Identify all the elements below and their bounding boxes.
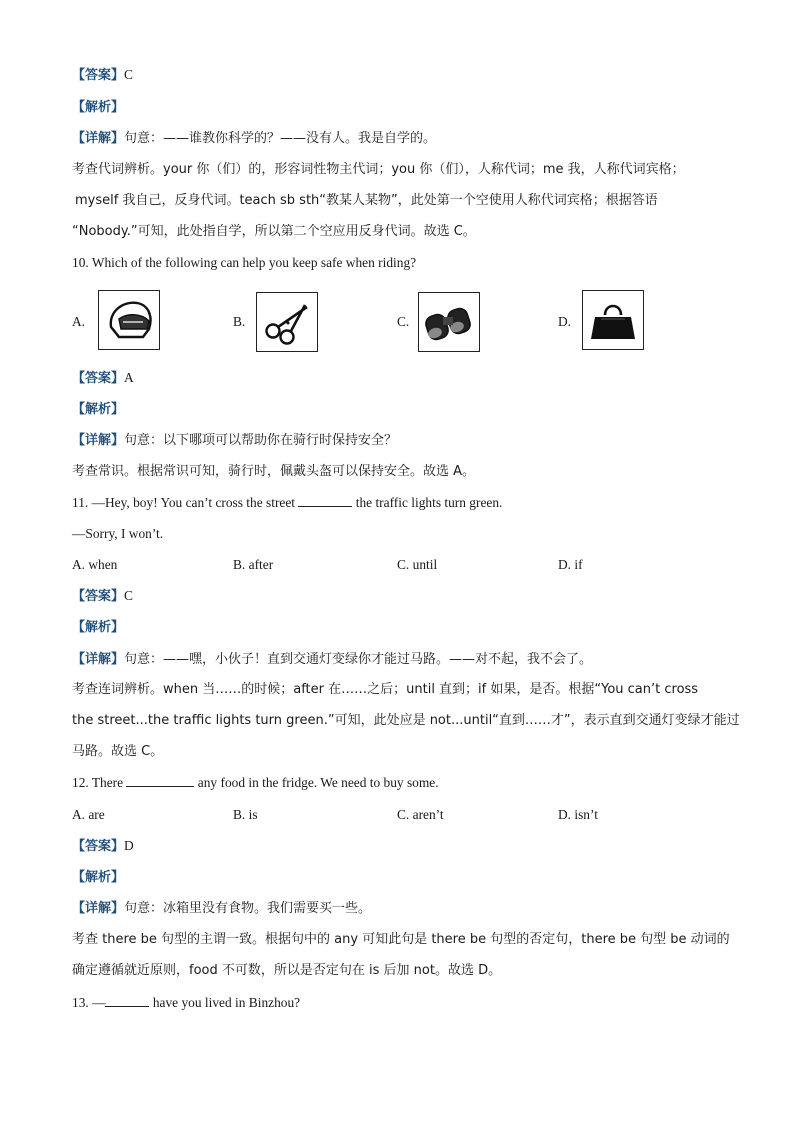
analysis-label-12: 【解析】 (72, 870, 125, 885)
explanation-12-2: 确定遵循就近原则，food 不可数，所以是否定句在 is 后加 not。故选 D。 (72, 963, 502, 978)
explanation-9-2: myself 我自己，反身代词。teach sb sth“教某人某物”，此处第一个空使用人称代词宾格；根据答语 (75, 193, 658, 208)
option-10-c-label: C. (397, 314, 410, 329)
question-12-stem: 12. There any food in the fridge. We need to buy some. (72, 775, 439, 790)
explanation-10-1: 考查常识。根据常识可知，骑行时，佩戴头盔可以保持安全。故选 A。 (72, 464, 476, 479)
answer-value: D (124, 838, 134, 853)
detail-line-11: 【详解】句意：——嘿，小伙子！直到交通灯变绿你才能过马路。——对不起，我不会了。 (72, 652, 593, 667)
question-11-response: —Sorry, I won’t. (72, 526, 164, 541)
answer-blank (105, 994, 149, 1007)
analysis-label-9: 【解析】 (72, 100, 125, 115)
scissors-icon (256, 292, 318, 352)
analysis-label-10: 【解析】 (72, 402, 125, 417)
analysis-label-11: 【解析】 (72, 620, 125, 635)
option-11-d: D. if (558, 557, 583, 572)
handbag-icon (582, 290, 644, 350)
option-10-b-label: B. (233, 314, 246, 329)
detail-line-12: 【详解】句意：冰箱里没有食物。我们需要买一些。 (72, 901, 372, 916)
explanation-11-1: 考查连词辨析。when 当……的时候；after 在……之后；until 直到；if 如果，是否。根据“You can’t cross (72, 682, 699, 697)
answer-line-9 (72, 66, 133, 85)
question-11-stem: 11. —Hey, boy! You can’t cross the street the traffic lights turn green. (72, 495, 503, 510)
explanation-9-1: 考查代词辨析。your 你（们）的，形容词性物主代词；you 你（们），人称代词；me 我，人称代词宾格； (72, 162, 685, 177)
explanation-11-2: the street...the traffic lights turn green.”可知，此处应是 not...until“直到……才”，表示直到交通灯变绿才能过 (72, 713, 740, 728)
answer-blank (298, 494, 352, 507)
helmet-icon (98, 290, 160, 350)
answer-line-11: 【答案】C (72, 588, 133, 604)
option-10-d-label: D. (558, 314, 572, 329)
option-12-b: B. is (233, 807, 258, 822)
answer-line-10: 【答案】A (72, 370, 134, 386)
binoculars-icon (418, 292, 480, 352)
option-12-d: D. isn’t (558, 807, 598, 822)
option-12-a: A. are (72, 807, 105, 822)
detail-line-9: 【详解】句意：——谁教你科学的？——没有人。我是自学的。 (72, 131, 437, 146)
explanation-12-1: 考查 there be 句型的主谓一致。根据句中的 any 可知此句是 there be 句型的否定句，there be 句型 be 动词的 (72, 932, 730, 947)
detail-line-10: 【详解】句意：以下哪项可以帮助你在骑行时保持安全？ (72, 433, 398, 448)
answer-blank (126, 774, 194, 787)
answer-value: C (124, 588, 133, 603)
answer-label: 【答案】 (72, 68, 125, 83)
answer-value: C (124, 67, 133, 82)
explanation-11-3: 马路。故选 C。 (72, 744, 164, 759)
question-13-stem: 13. — have you lived in Binzhou? (72, 995, 301, 1010)
option-10-a-label: A. (72, 314, 86, 329)
question-10-stem: 10. Which of the following can help you keep safe when riding? (72, 255, 417, 270)
explanation-9-3: “Nobody.”可知，此处指自学，所以第二个空应用反身代词。故选 C。 (72, 224, 476, 239)
option-11-a: A. when (72, 557, 118, 572)
option-12-c: C. aren’t (397, 807, 444, 822)
option-11-c: C. until (397, 557, 438, 572)
option-11-b: B. after (233, 557, 274, 572)
answer-value: A (124, 370, 134, 385)
answer-line-12: 【答案】D (72, 838, 134, 854)
